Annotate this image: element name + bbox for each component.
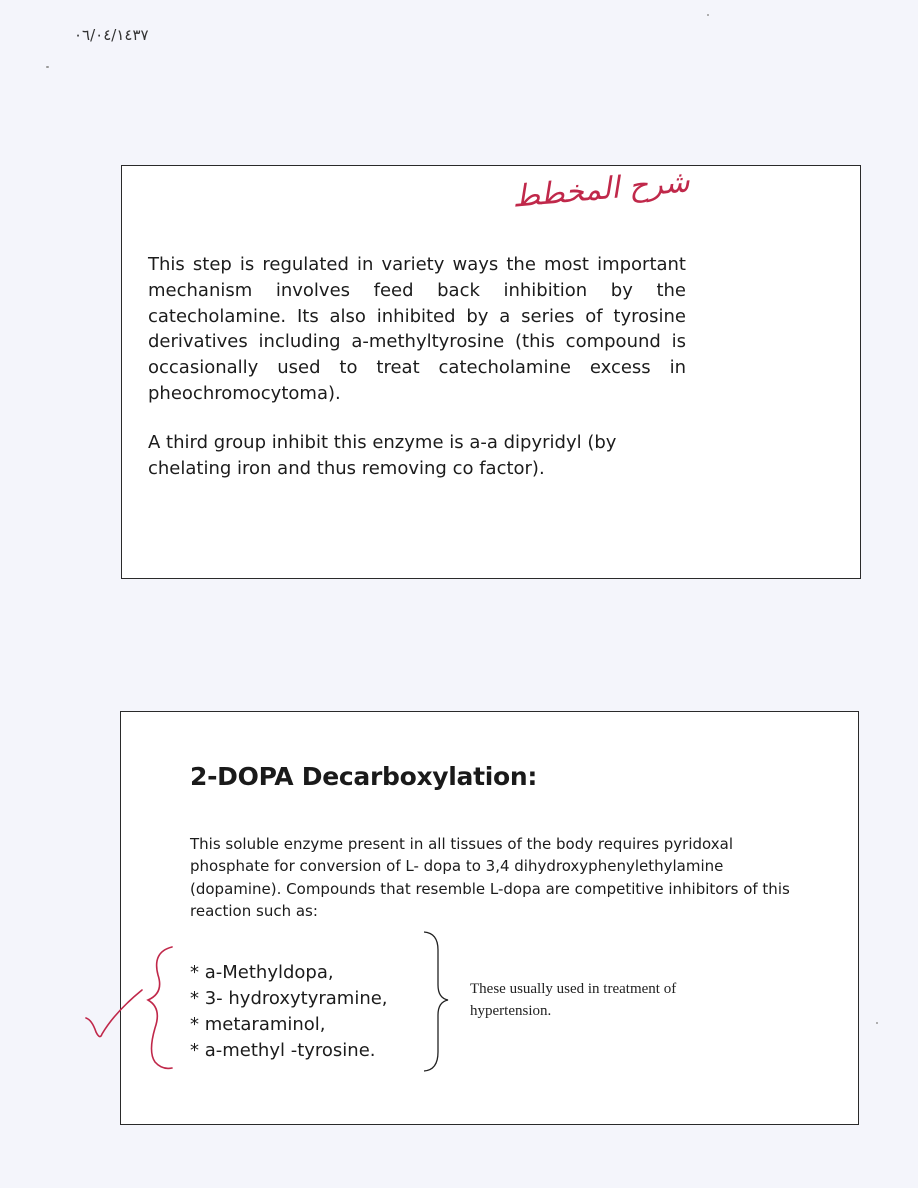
handwritten-brace-icon	[148, 947, 172, 1068]
handwritten-arabic-note: شرح المخطط	[510, 164, 692, 215]
list-item: * metaraminol,	[190, 1014, 326, 1035]
paragraph-dipyridyl: A third group inhibit this enzyme is a-a dipyridyl (by chelating iron and thus removing co factor).	[148, 432, 617, 479]
list-item: * a-Methyldopa,	[190, 962, 334, 983]
list-item: * a-methyl -tyrosine.	[190, 1040, 376, 1061]
enzyme-description: This soluble enzyme present in all tissues of the body requires pyridoxal phosphate for conversion of L- dopa to 3,4 dihydroxyphenylethylamine (dopamine). Compounds that resemble L-dopa are competitive inhibitors of this reaction such as:	[190, 835, 790, 920]
list-item: * 3- hydroxytyramine,	[190, 988, 388, 1009]
slide-heading: 2-DOPA Decarboxylation:	[190, 762, 538, 791]
hypertension-note: These usually used in treatment of hypertension.	[470, 981, 677, 1019]
check-mark-icon	[86, 990, 142, 1037]
right-brace-icon	[424, 932, 448, 1071]
date-stamp: ٠٦/٠٤/١٤٣٧	[74, 26, 149, 44]
paragraph-regulation: This step is regulated in variety ways the most important mechanism involves feed back inhibition by the catecholamine. Its also inhibited by a series of tyrosine derivatives including a-methyltyrosine (this compound is occasionally used to treat catecholamine excess in pheochromocytoma).	[148, 254, 686, 404]
